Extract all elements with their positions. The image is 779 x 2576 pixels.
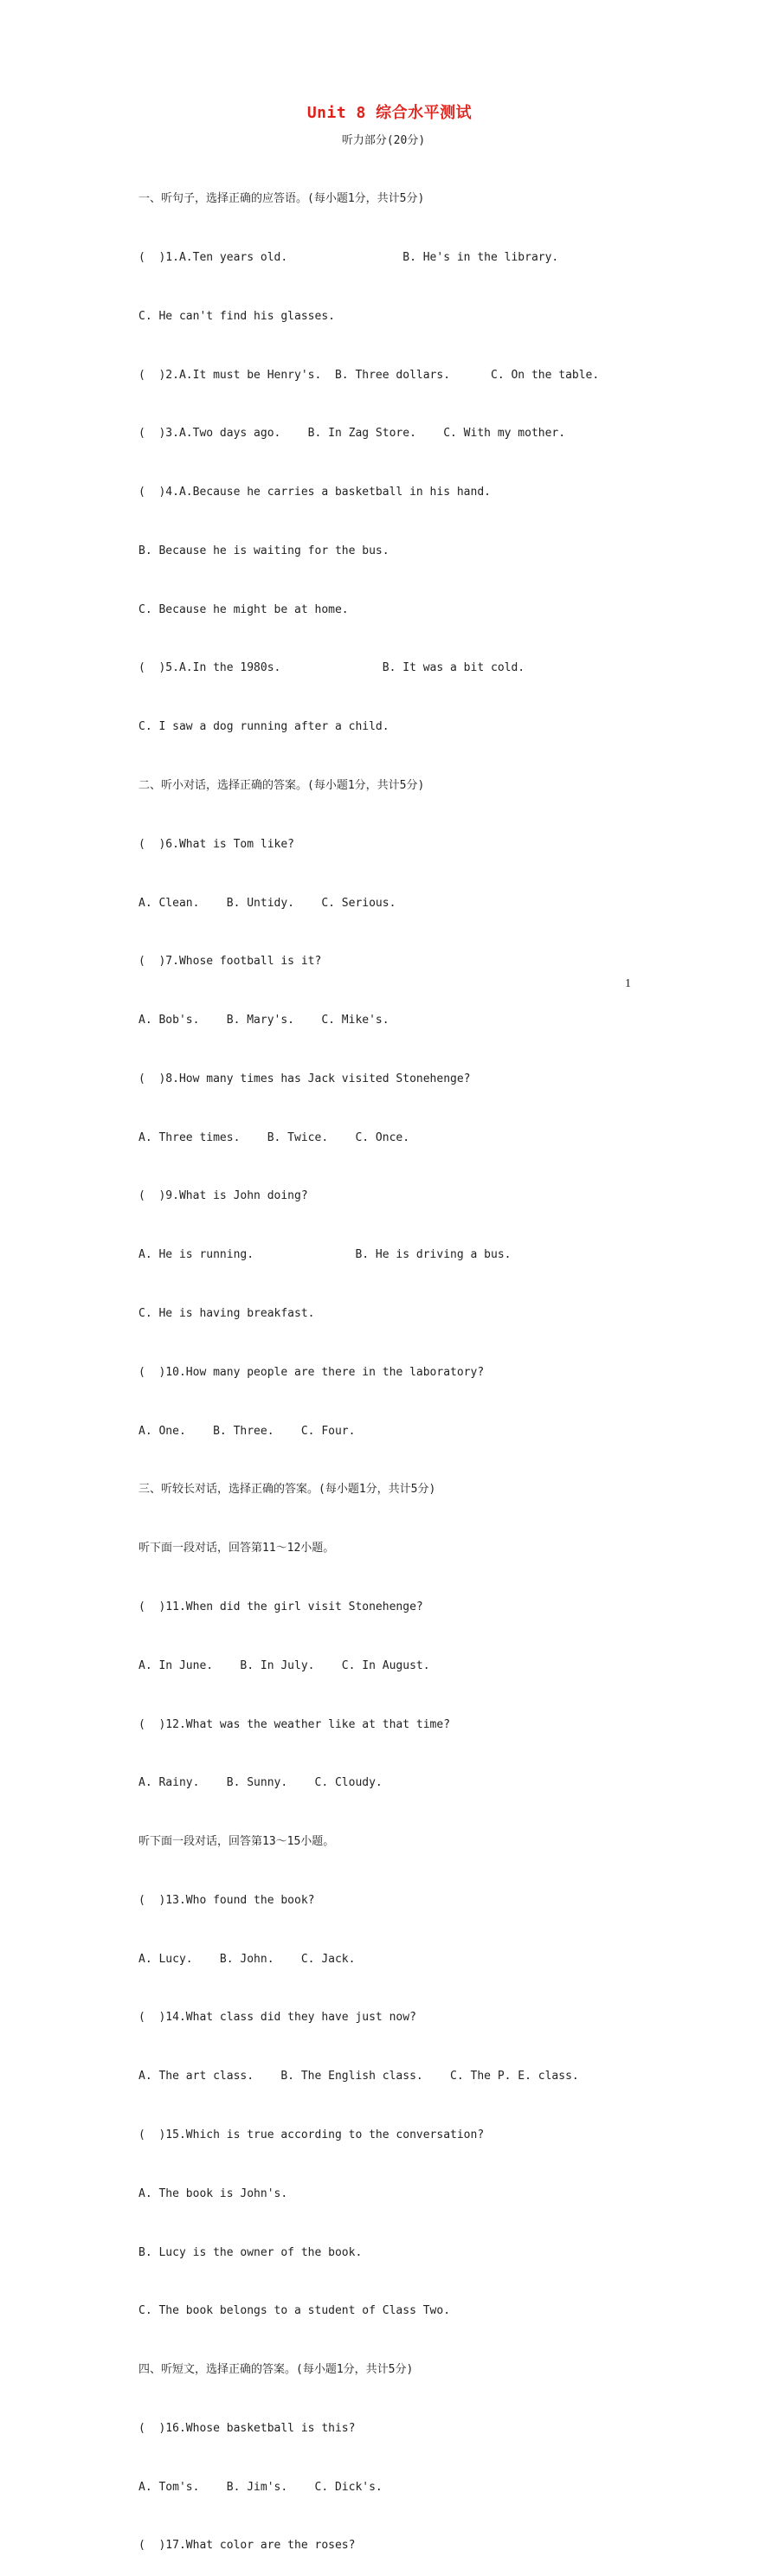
question-8: ( )8.How many times has Jack visited Stonehenge? <box>138 1072 471 1085</box>
instruction-line: 听下面一段对话，回答第11～12小题。 <box>138 1542 335 1555</box>
option-line: A. Three times. B. Twice. C. Once. <box>138 1130 410 1144</box>
page-title: Unit 8 综合水平测试 <box>306 104 473 122</box>
question-9: ( )9.What is John doing? <box>138 1189 308 1203</box>
question-3: ( )3.A.Two days ago. B. In Zag Store. C. With my mother. <box>138 427 566 441</box>
option-line: C. The book belongs to a student of Class Two. <box>138 2304 451 2318</box>
option-line: A. Rainy. B. Sunny. C. Cloudy. <box>138 1776 383 1790</box>
question-11: ( )11.When did the girl visit Stonehenge? <box>138 1600 423 1613</box>
option-line: A. Tom's. B. Jim's. C. Dick's. <box>138 2480 383 2494</box>
instruction-line: 听下面一段对话，回答第13～15小题。 <box>138 1835 335 1849</box>
option-line: A. One. B. Three. C. Four. <box>138 1424 356 1438</box>
option-line: B. Lucy is the owner of the book. <box>138 2245 363 2259</box>
option-line: C. He can't find his glasses. <box>138 309 335 323</box>
option-line: A. Lucy. B. John. C. Jack. <box>138 1952 356 1966</box>
question-10: ( )10.How many people are there in the laboratory? <box>138 1365 485 1379</box>
question-14: ( )14.What class did they have just now? <box>138 2011 416 2025</box>
option-line: A. Bob's. B. Mary's. C. Mike's. <box>138 1014 390 1027</box>
option-line: B. Because he is waiting for the bus. <box>138 544 390 557</box>
section-heading-4: 四、听短文，选择正确的答案。(每小题1分，共计5分) <box>138 2363 414 2377</box>
page-number: 1 <box>625 977 631 990</box>
question-7: ( )7.Whose football is it? <box>138 955 322 969</box>
option-line: A. In June. B. In July. C. In August. <box>138 1658 430 1672</box>
question-17: ( )17.What color are the roses? <box>138 2539 356 2553</box>
question-6: ( )6.What is Tom like? <box>138 837 295 851</box>
section-heading-3: 三、听较长对话，选择正确的答案。(每小题1分，共计5分) <box>138 1483 436 1497</box>
option-line: A. He is running. B. He is driving a bus. <box>138 1248 512 1262</box>
option-line: A. The book is John's. <box>138 2186 288 2200</box>
section-heading-2: 二、听小对话，选择正确的答案。(每小题1分，共计5分) <box>138 779 425 792</box>
listening-section-heading: 听力部分(20分) <box>341 134 426 147</box>
section-heading-1: 一、听句子，选择正确的应答语。(每小题1分，共计5分) <box>138 192 425 206</box>
question-2: ( )2.A.It must be Henry's. B. Three dollars. C. On the table. <box>138 368 600 382</box>
option-line: A. The art class. B. The English class. C. The P. E. class. <box>138 2070 579 2083</box>
option-line: C. Because he might be at home. <box>138 602 349 616</box>
question-15: ( )15.Which is true according to the conversation? <box>138 2128 485 2141</box>
question-5: ( )5.A.In the 1980s. B. It was a bit cold. <box>138 661 525 675</box>
option-line: C. He is having breakfast. <box>138 1307 315 1321</box>
question-13: ( )13.Who found the book? <box>138 1893 315 1907</box>
question-1: ( )1.A.Ten years old. B. He's in the library. <box>138 250 559 264</box>
option-line: A. Clean. B. Untidy. C. Serious. <box>138 896 396 910</box>
question-12: ( )12.What was the weather like at that time? <box>138 1717 451 1731</box>
exam-body <box>138 151 675 2576</box>
question-16: ( )16.Whose basketball is this? <box>138 2421 356 2435</box>
option-line: C. I saw a dog running after a child. <box>138 720 390 734</box>
question-4: ( )4.A.Because he carries a basketball in his hand. <box>138 486 491 499</box>
